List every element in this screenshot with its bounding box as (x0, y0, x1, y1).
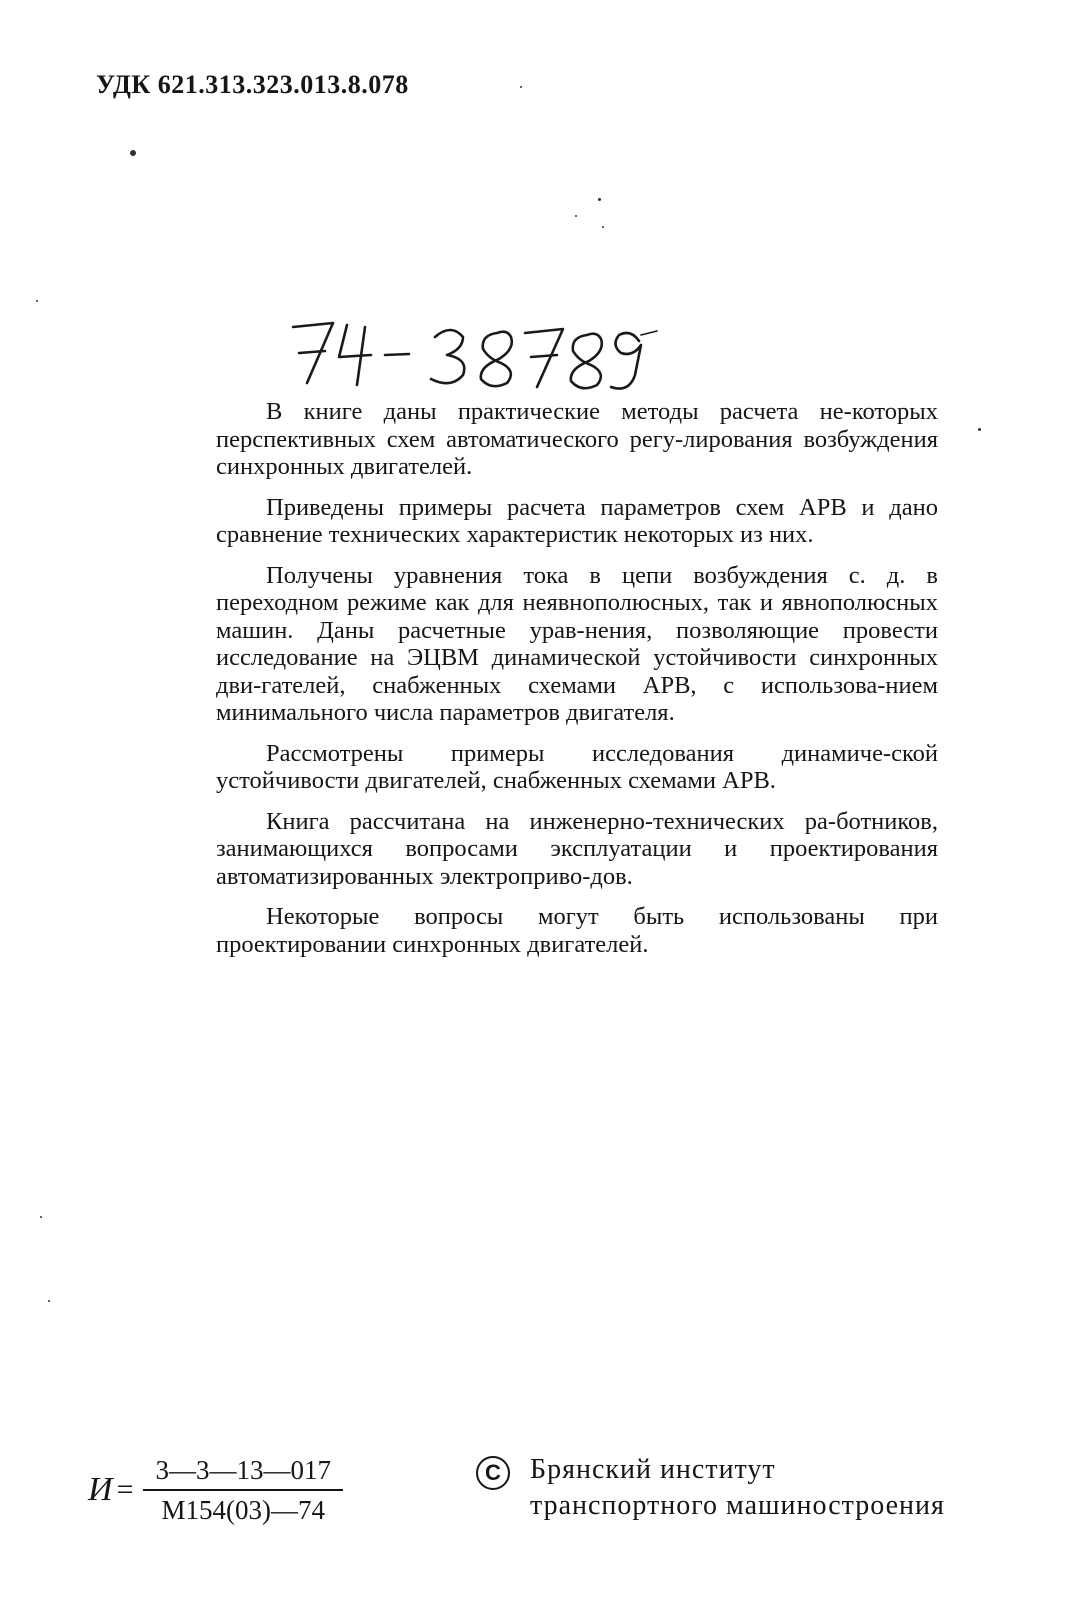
publisher-line-1: Брянский институт (530, 1454, 776, 1485)
copyright-icon: C (476, 1456, 510, 1490)
scan-speck (36, 300, 38, 302)
index-letter: И (88, 1471, 113, 1508)
scan-speck (48, 1300, 50, 1302)
scan-speck (978, 428, 981, 431)
abstract-paragraph: Приведены примеры расчета параметров схем АРВ и дано сравнение технических характеристик некоторых из них. (216, 493, 938, 548)
handwritten-inventory-number (285, 305, 665, 395)
scan-speck (602, 226, 604, 228)
index-numerator: 3—3—13—017 (143, 1453, 343, 1491)
abstract-paragraph: Получены уравнения тока в цепи возбуждения с. д. в переходном режиме как для неявнополюсных, так и явнополюсных машин. Даны расчетные урав-нения, позволяющие провести исследование на ЭЦВМ динамической устойчивости синхронных дви-гателей, снабженных схемами АРВ, с использова-нием минимального числа параметров двигателя. (216, 561, 938, 726)
index-fraction (143, 1453, 343, 1527)
scan-speck (598, 198, 601, 201)
abstract-text (216, 398, 938, 971)
publisher-name (530, 1452, 945, 1524)
copyright-notice (476, 1452, 945, 1524)
index-denominator: М154(03)—74 (161, 1495, 325, 1525)
abstract-paragraph: В книге даны практические методы расчета не-которых перспективных схем автоматического регу-лирования возбуждения синхронных двигателей. (216, 398, 938, 480)
udk-code: УДК 621.313.323.013.8.078 (96, 70, 409, 99)
handwritten-inventory-number-drawing (285, 305, 665, 395)
abstract-paragraph: Рассмотрены примеры исследования динамиче-ской устойчивости двигателей, снабженных схемами АРВ. (216, 739, 938, 794)
scan-speck (40, 1216, 42, 1218)
scan-speck (130, 150, 136, 156)
abstract-paragraph: Некоторые вопросы могут быть использованы при проектировании синхронных двигателей. (216, 903, 938, 958)
scan-speck (520, 86, 522, 88)
publisher-line-2: транспортного машиностроения (530, 1490, 945, 1521)
publication-index (88, 1450, 343, 1530)
scan-speck (575, 215, 577, 217)
abstract-paragraph: Книга рассчитана на инженерно-технических ра-ботников, занимающихся вопросами эксплуатации и проектирования автоматизированных электроприво-дов. (216, 807, 938, 890)
index-equals-sign: = (116, 1473, 134, 1506)
